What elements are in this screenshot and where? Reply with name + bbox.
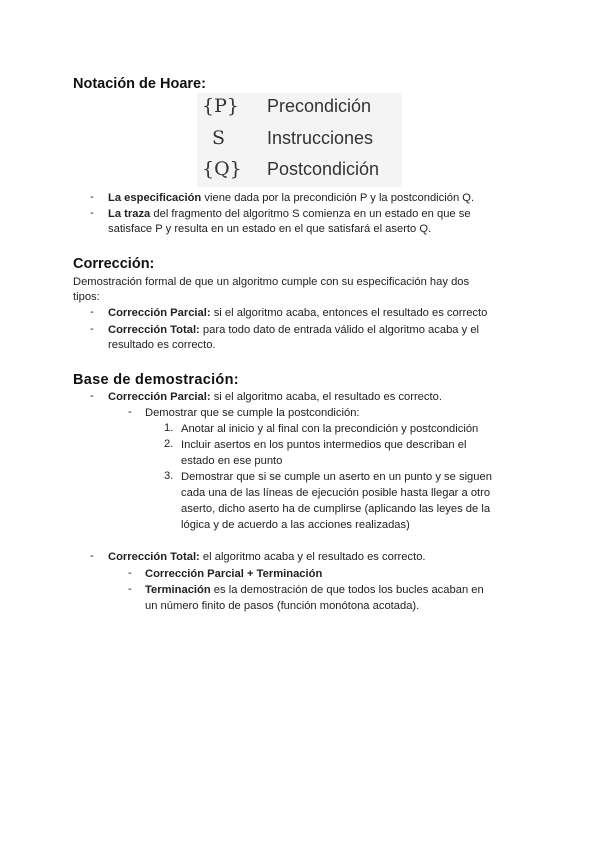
bullet-continuation: satisface P y resulta en un estado en el que satisfará el aserto Q. xyxy=(108,223,432,235)
hoare-triple-table xyxy=(197,93,402,187)
step-2-line: Incluir asertos en los puntos intermedios que describan el xyxy=(181,439,467,451)
bullet-text: el algoritmo acaba y el resultado es correcto. xyxy=(199,551,426,563)
step-1-line: Anotar al inicio y al final con la precondición y postcondición xyxy=(181,423,479,435)
base-sub-postcondicion: Demostrar que se cumple la postcondición: xyxy=(145,407,360,419)
sub-bullet-dash: - xyxy=(128,406,132,418)
correccion-bullet-parcial xyxy=(108,306,487,321)
correccion-intro-cont: tipos: xyxy=(73,291,100,303)
hoare-bullet-especificacion xyxy=(108,191,474,206)
precondition-symbol: {P} xyxy=(202,95,239,117)
postcondition-label: Postcondición xyxy=(267,159,380,179)
base-sub-terminacion xyxy=(145,583,484,598)
bold-term: La especificación xyxy=(108,192,202,204)
sub-bullet-dash: - xyxy=(128,567,132,579)
step-number: 2. xyxy=(164,438,174,450)
bullet-text: viene dada por la precondición P y la postcondición Q. xyxy=(201,192,475,204)
bullet-dash: - xyxy=(90,390,94,402)
step-3-line: aserto, dicho aserto ha de cumplirse (aplicando las leyes de la xyxy=(181,503,491,515)
bullet-text: es la demostración de que todos los bucles acaban en xyxy=(210,584,484,596)
base-heading: Base de demostración: xyxy=(73,372,239,388)
base-bullet-total xyxy=(108,550,426,565)
bullet-text: si el algoritmo acaba, el resultado es correcto. xyxy=(210,391,442,403)
bullet-dash: - xyxy=(90,207,94,219)
sub-bullet-dash: - xyxy=(128,583,132,595)
precondition-label: Precondición xyxy=(267,96,372,116)
instructions-label: Instrucciones xyxy=(267,128,374,148)
bullet-continuation: un número finito de pasos (función monótona acotada). xyxy=(145,600,420,612)
correccion-heading: Corrección: xyxy=(73,256,155,272)
bold-term: Terminación xyxy=(145,584,211,596)
bullet-dash: - xyxy=(90,323,94,335)
bold-term: La traza xyxy=(108,208,151,220)
hoare-bullet-traza xyxy=(108,207,471,222)
step-number: 1. xyxy=(164,422,174,434)
bullet-text: del fragmento del algoritmo S comienza en un estado en que se xyxy=(150,208,471,220)
step-2-line: estado en ese punto xyxy=(181,455,283,467)
bold-term: Corrección Parcial: xyxy=(108,391,211,403)
hoare-heading: Notación de Hoare: xyxy=(73,76,206,92)
instructions-symbol: S xyxy=(212,127,226,149)
bullet-text: si el algoritmo acaba, entonces el resultado es correcto xyxy=(210,307,488,319)
bullet-text: para todo dato de entrada válido el algoritmo acaba y el xyxy=(199,324,480,336)
correccion-intro: Demostración formal de que un algoritmo cumple con su especificación hay dos xyxy=(73,276,470,288)
step-3-line: cada una de las líneas de ejecución posible hasta llegar a otro xyxy=(181,487,491,499)
bold-term: Corrección Total: xyxy=(108,551,200,563)
correccion-bullet-total xyxy=(108,323,479,338)
bullet-dash: - xyxy=(90,550,94,562)
bold-term: Corrección Parcial: xyxy=(108,307,211,319)
bullet-dash: - xyxy=(90,191,94,203)
base-sub-parcial-terminacion: Corrección Parcial + Terminación xyxy=(145,568,323,580)
base-bullet-parcial xyxy=(108,390,442,405)
step-3-line: lógica y de acuerdo a las acciones realizadas) xyxy=(181,519,410,531)
step-number: 3. xyxy=(164,470,174,482)
bullet-continuation: resultado es correcto. xyxy=(108,339,216,351)
bullet-dash: - xyxy=(90,306,94,318)
step-3-line: Demostrar que si se cumple un aserto en un punto y se siguen xyxy=(181,471,492,483)
bold-term: Corrección Total: xyxy=(108,324,200,336)
postcondition-symbol: {Q} xyxy=(202,158,242,180)
